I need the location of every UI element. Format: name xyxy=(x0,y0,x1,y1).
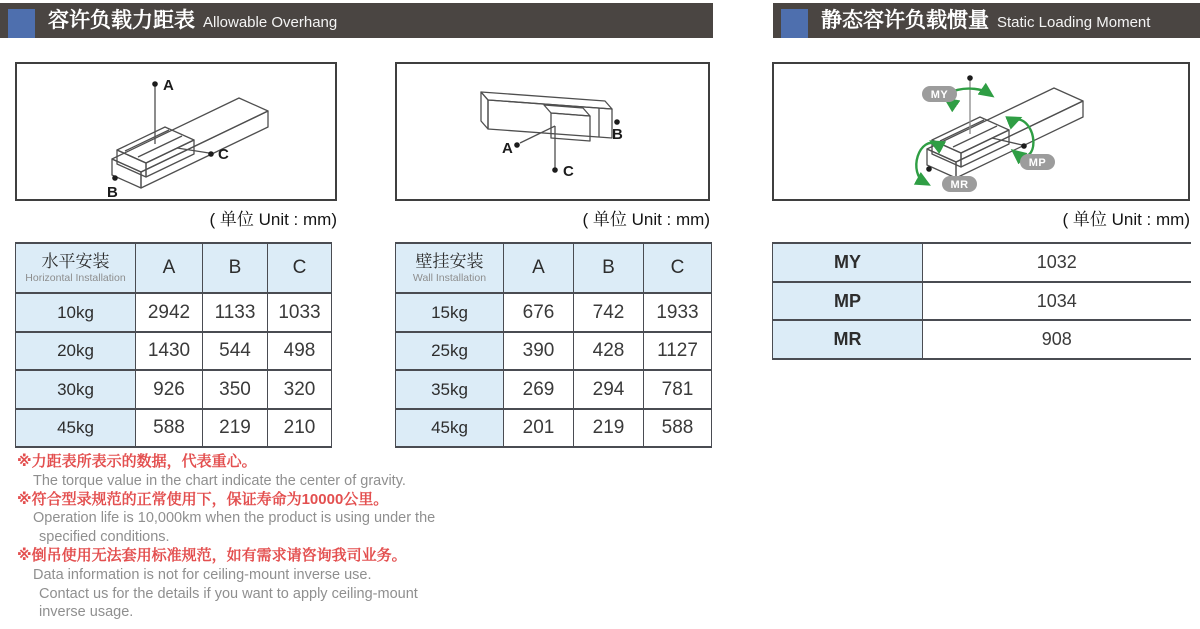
moment-section-header xyxy=(773,3,1200,38)
value-cell: 390 xyxy=(504,332,574,370)
moment-value: 1034 xyxy=(923,282,1191,320)
unit-note: ( 单位 Unit : mm) xyxy=(582,210,710,229)
mr-axis-label: MR xyxy=(950,179,969,191)
wall-install-drawing xyxy=(397,64,708,199)
table-row xyxy=(16,332,332,370)
table-corner-header: 壁挂安装 Wall Installation xyxy=(396,243,504,293)
value-cell: 201 xyxy=(504,409,574,447)
point-a-label: A xyxy=(502,140,513,157)
overhang-title-zh: 容许负载力距表 xyxy=(48,9,195,32)
value-cell: 742 xyxy=(574,293,644,332)
value-cell: 269 xyxy=(504,370,574,409)
load-label: 15kg xyxy=(396,293,504,332)
table-row xyxy=(396,332,712,370)
footnote-en: specified conditions. xyxy=(39,529,170,546)
overhang-title-en: Allowable Overhang xyxy=(203,14,338,31)
column-header-a: A xyxy=(136,243,203,293)
value-cell: 350 xyxy=(203,370,268,409)
moment-label: MY xyxy=(773,243,923,282)
static-moment-table xyxy=(772,242,1191,360)
table-row xyxy=(773,320,1191,359)
column-header-a: A xyxy=(504,243,574,293)
footnote-en: Contact us for the details if you want to apply ceiling-mount xyxy=(39,585,418,602)
horizontal-install-diagram xyxy=(15,62,337,201)
moment-value: 1032 xyxy=(923,243,1191,282)
overhang-section-header xyxy=(0,3,713,38)
horizontal-install-table xyxy=(15,242,332,448)
horizontal-install-drawing xyxy=(17,64,335,199)
footnotes xyxy=(17,453,517,622)
value-cell: 676 xyxy=(504,293,574,332)
value-cell: 1033 xyxy=(268,293,332,332)
unit-note: ( 单位 Unit : mm) xyxy=(1062,210,1190,229)
column-header-b: B xyxy=(203,243,268,293)
blue-square-accent xyxy=(8,9,35,38)
footnote-zh: ※倒吊使用无法套用标准规范，如有需求请咨询我司业务。 xyxy=(17,546,407,564)
value-cell: 294 xyxy=(574,370,644,409)
value-cell: 926 xyxy=(136,370,203,409)
moment-axes-diagram xyxy=(772,62,1190,201)
point-b-label: B xyxy=(612,126,623,143)
load-label: 45kg xyxy=(396,409,504,447)
table-row xyxy=(396,293,712,332)
value-cell: 320 xyxy=(268,370,332,409)
value-cell: 1127 xyxy=(644,332,712,370)
value-cell: 781 xyxy=(644,370,712,409)
moment-title-en: Static Loading Moment xyxy=(997,14,1151,31)
load-label: 30kg xyxy=(16,370,136,409)
table-corner-header: 水平安装 Horizontal Installation xyxy=(16,243,136,293)
point-c-label: C xyxy=(218,146,229,163)
footnote-en: inverse usage. xyxy=(39,604,134,621)
value-cell: 210 xyxy=(268,409,332,447)
moment-title-zh: 静态容许负载惯量 xyxy=(821,9,989,32)
mp-axis-label: MP xyxy=(1028,157,1047,169)
wall-install-table xyxy=(395,242,712,448)
point-b-label: B xyxy=(107,184,118,199)
load-label: 45kg xyxy=(16,409,136,447)
value-cell: 219 xyxy=(203,409,268,447)
moment-label: MP xyxy=(773,282,923,320)
unit-note: ( 单位 Unit : mm) xyxy=(209,210,337,229)
value-cell: 544 xyxy=(203,332,268,370)
moment-axes-drawing xyxy=(774,64,1188,199)
table-row xyxy=(396,409,712,447)
moment-label: MR xyxy=(773,320,923,359)
value-cell: 588 xyxy=(136,409,203,447)
point-a-label: A xyxy=(163,77,174,94)
footnote-en: The torque value in the chart indicate the center of gravity. xyxy=(33,472,406,489)
value-cell: 1430 xyxy=(136,332,203,370)
point-c-label: C xyxy=(563,163,574,180)
load-label: 20kg xyxy=(16,332,136,370)
value-cell: 498 xyxy=(268,332,332,370)
load-label: 25kg xyxy=(396,332,504,370)
column-header-c: C xyxy=(268,243,332,293)
value-cell: 1933 xyxy=(644,293,712,332)
table-row xyxy=(773,243,1191,282)
footnote-en: Data information is not for ceiling-mount inverse use. xyxy=(33,566,372,583)
table-row xyxy=(16,293,332,332)
column-header-b: B xyxy=(574,243,644,293)
column-header-c: C xyxy=(644,243,712,293)
table-row xyxy=(396,370,712,409)
footnote-en: Operation life is 10,000km when the product is using under the xyxy=(33,510,436,527)
wall-install-diagram xyxy=(395,62,710,201)
table-row xyxy=(773,282,1191,320)
table-row xyxy=(16,409,332,447)
blue-square-accent xyxy=(781,9,808,38)
footnote-zh: ※符合型录规范的正常使用下，保证寿命为10000公里。 xyxy=(17,490,389,508)
moment-value: 908 xyxy=(923,320,1191,359)
value-cell: 428 xyxy=(574,332,644,370)
table-row xyxy=(16,370,332,409)
value-cell: 2942 xyxy=(136,293,203,332)
load-label: 10kg xyxy=(16,293,136,332)
load-label: 35kg xyxy=(396,370,504,409)
value-cell: 219 xyxy=(574,409,644,447)
value-cell: 588 xyxy=(644,409,712,447)
value-cell: 1133 xyxy=(203,293,268,332)
footnote-zh: ※力距表所表示的数据，代表重心。 xyxy=(17,453,257,470)
my-axis-label: MY xyxy=(930,89,949,101)
